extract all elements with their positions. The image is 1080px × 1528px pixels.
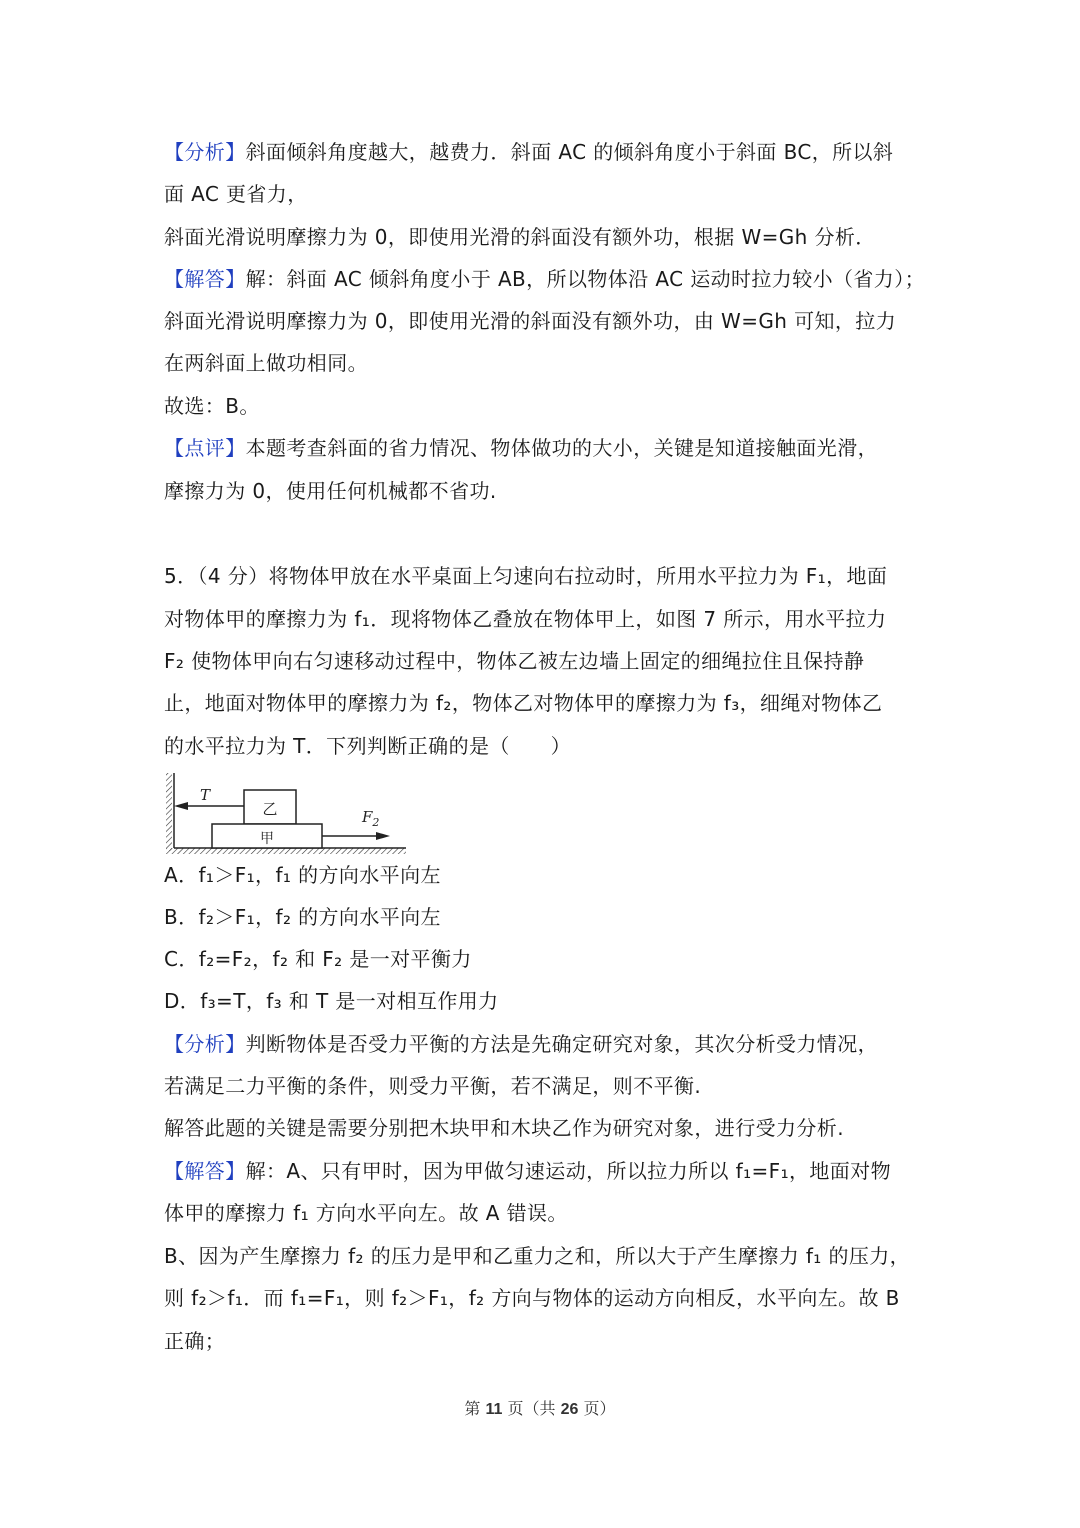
solution-line-2: 斜面光滑说明摩擦力为 0，即使用光滑的斜面没有额外功，由 W=Gh 可知，拉力 (164, 309, 897, 333)
analysis-line-1: 【分析】斜面倾斜角度越大，越费力．斜面 AC 的倾斜角度小于斜面 BC，所以斜 (164, 140, 894, 164)
block-yi-label: 乙 (262, 800, 278, 818)
comment-tag: 【点评】 (164, 436, 246, 460)
q5-analysis-line-1: 【分析】判断物体是否受力平衡的方法是先确定研究对象，其次分析受力情况， (164, 1032, 879, 1056)
q5-stem-line-5: 的水平拉力为 T．下列判断正确的是（ ） (164, 734, 571, 758)
option-b: B．f₂＞F₁，f₂ 的方向水平向左 (164, 905, 441, 929)
q5-analysis-line-2: 若满足二力平衡的条件，则受力平衡，若不满足，则不平衡. (164, 1074, 702, 1098)
pull-arrow-icon (322, 832, 390, 840)
tension-label: T (200, 786, 211, 804)
page-number: 11 (485, 1401, 503, 1418)
page-total: 26 (560, 1401, 579, 1418)
answer-line: 故选：B。 (164, 394, 260, 418)
block-jia-label: 甲 (260, 831, 274, 847)
q5-solution-line-3: B、因为产生摩擦力 f₂ 的压力是甲和乙重力之和，所以大于产生摩擦力 f₁ 的压力， (164, 1244, 911, 1268)
q5-stem-line-2: 对物体甲的摩擦力为 f₁．现将物体乙叠放在物体甲上，如图 7 所示，用水平拉力 (164, 607, 887, 631)
q5-analysis-line-3: 解答此题的关键是需要分别把木块甲和木块乙作为研究对象，进行受力分析. (164, 1116, 844, 1140)
q5-solution-line-1: 【解答】解：A、只有甲时，因为甲做匀速运动，所以拉力所以 f₁=F₁，地面对物 (164, 1159, 891, 1183)
comment-line-2: 摩擦力为 0，使用任何机械都不省功. (164, 479, 497, 503)
analysis-tag: 【分析】 (164, 140, 246, 164)
q5-stem-line-3: F₂ 使物体甲向右匀速移动过程中，物体乙被左边墙上固定的细绳拉住且保持静 (164, 649, 865, 673)
q5-stem-line-1: 5．（4 分）将物体甲放在水平桌面上匀速向右拉动时，所用水平拉力为 F₁，地面 (164, 564, 888, 588)
q5-solution-line-4: 则 f₂＞f₁．而 f₁=F₁，则 f₂＞F₁，f₂ 方向与物体的运动方向相反，水平向左。故 B (164, 1286, 900, 1310)
page-footer: 第 11 页（共 26 页） (464, 1399, 616, 1418)
solution-tag: 【解答】 (164, 267, 246, 291)
wall (166, 773, 174, 851)
option-d: D．f₃=T，f₃ 和 T 是一对相互作用力 (164, 989, 499, 1013)
force-diagram (150, 768, 410, 856)
solution-line-1: 【解答】解：斜面 AC 倾斜角度小于 AB，所以物体沿 AC 运动时拉力较小（省力）； (164, 267, 925, 291)
solution-line-3: 在两斜面上做功相同。 (164, 351, 368, 375)
ground (166, 848, 406, 854)
comment-line-1: 【点评】本题考查斜面的省力情况、物体做功的大小，关键是知道接触面光滑， (164, 436, 879, 460)
q5-analysis-tag: 【分析】 (164, 1032, 246, 1056)
q5-stem-line-4: 止，地面对物体甲的摩擦力为 f₂，物体乙对物体甲的摩擦力为 f₃，细绳对物体乙 (164, 691, 883, 715)
analysis-line-3: 斜面光滑说明摩擦力为 0，即使用光滑的斜面没有额外功，根据 W=Gh 分析． (164, 225, 876, 249)
option-a: A．f₁＞F₁，f₁ 的方向水平向左 (164, 863, 441, 887)
q5-solution-tag: 【解答】 (164, 1159, 246, 1183)
analysis-line-2: 面 AC 更省力， (164, 182, 308, 206)
pull-force-label: $F_2$ (362, 808, 380, 829)
q5-solution-line-5: 正确； (164, 1329, 226, 1353)
option-c: C．f₂=F₂，f₂ 和 F₂ 是一对平衡力 (164, 947, 472, 971)
q5-solution-line-2: 体甲的摩擦力 f₁ 方向水平向左。故 A 错误。 (164, 1201, 568, 1225)
